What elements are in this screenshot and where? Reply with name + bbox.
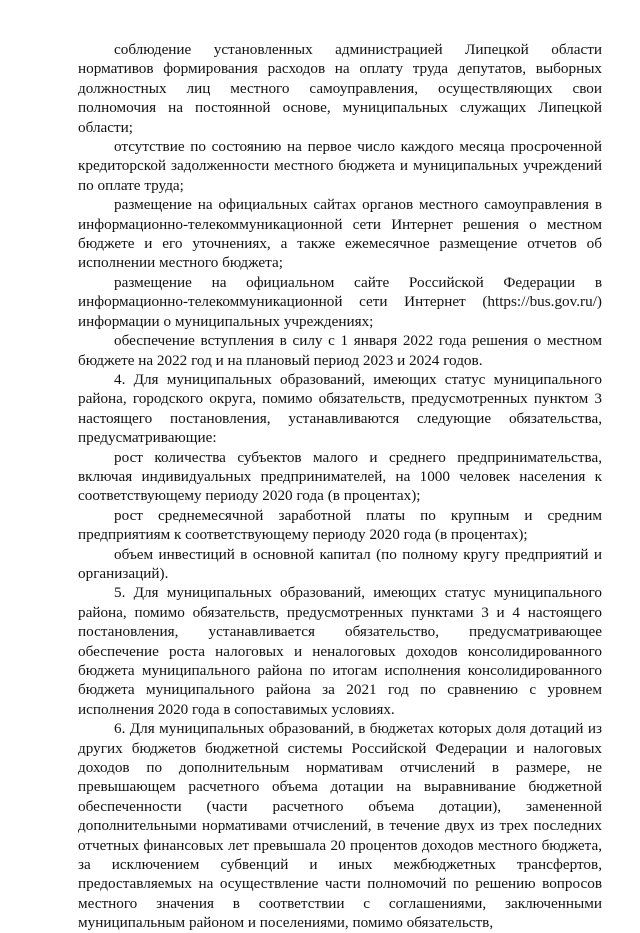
paragraph-item-6: 6. Для муниципальных образований, в бюджетах которых доля дотаций из других бюджетов бюджетной системы Российской Федерации и налоговых доходов по дополнительным нормативам отчислений в размере, не превышающем расчетного объема дотации на выравнивание бюджетной обеспеченности (части расчетного объема дотации), замененной дополнительными нормативами отчислений, в течение двух из трех последних отчетных финансовых лет превышала 20 процентов доходов местного бюджета, за исключением субвенций и иных межбюджетных трансфертов, предоставляемых на осуществление части полномочий по решению вопросов местного значения в соответствии с соглашениями, заключенными муниципальным районом и поселениями, помимо обязательств, — [78, 720, 602, 932]
paragraph-investment: объем инвестиций в основной капитал (по полному кругу предприятий и организаций). — [78, 545, 602, 582]
paragraph-normatives: соблюдение установленных администрацией Липецкой области нормативов формирования расходов на оплату труда депутатов, выборных должностных лиц местного самоуправления, осуществляющих свои полномочия на постоянной основе, муниципальных служащих Липецкой области; — [78, 41, 602, 136]
paragraph-publication-local: размещение на официальных сайтах органов местного самоуправления в информационно-телекоммуникационной сети Интернет решения о местном бюджете и его уточнениях, а также ежемесячное размещение отчетов об исполнении местного бюджета; — [78, 196, 602, 272]
paragraph-item-5: 5. Для муниципальных образований, имеющих статус муниципального района, помимо обязательств, предусмотренных пунктами 3 и 4 настоящего постановления, устанавливается обязательство, предусматривающее обеспечение роста налоговых и неналоговых доходов консолидированного бюджета муниципального района по итогам исполнения консолидированного бюджета муниципального района за 2021 год по сравнению с уровнем исполнения 2020 года в сопоставимых условиях. — [78, 584, 602, 718]
paragraph-item-4: 4. Для муниципальных образований, имеющих статус муниципального района, городского округа, помимо обязательств, предусмотренных пунктом 3 настоящего постановления, устанавливаются следующие обязательства, предусматривающие: — [78, 370, 602, 447]
paragraph-no-arrears: отсутствие по состоянию на первое число каждого месяца просроченной кредиторской задолженности местного бюджета и муниципальных учреждений по оплате труда; — [78, 138, 602, 194]
paragraph-salary: рост среднемесячной заработной платы по крупным и средним предприятиям к соответствующему периоду 2020 года (в процентах); — [78, 506, 602, 544]
paragraph-publication-bus: размещение на официальном сайте Российской Федерации в информационно-телекоммуникационной сети Интернет (https://bus.gov.ru/) информации о муниципальных учреждениях; — [78, 273, 602, 330]
paragraph-small-business: рост количества субъектов малого и среднего предпринимательства, включая индивидуальных предпринимателей, на 1000 человек населения к соответствующему периоду 2020 года (в процентах); — [78, 448, 602, 505]
paragraph-budget-entry: обеспечение вступления в силу с 1 января 2022 года решения о местном бюджете на 2022 год и на плановый период 2023 и 2024 годов. — [78, 332, 602, 369]
